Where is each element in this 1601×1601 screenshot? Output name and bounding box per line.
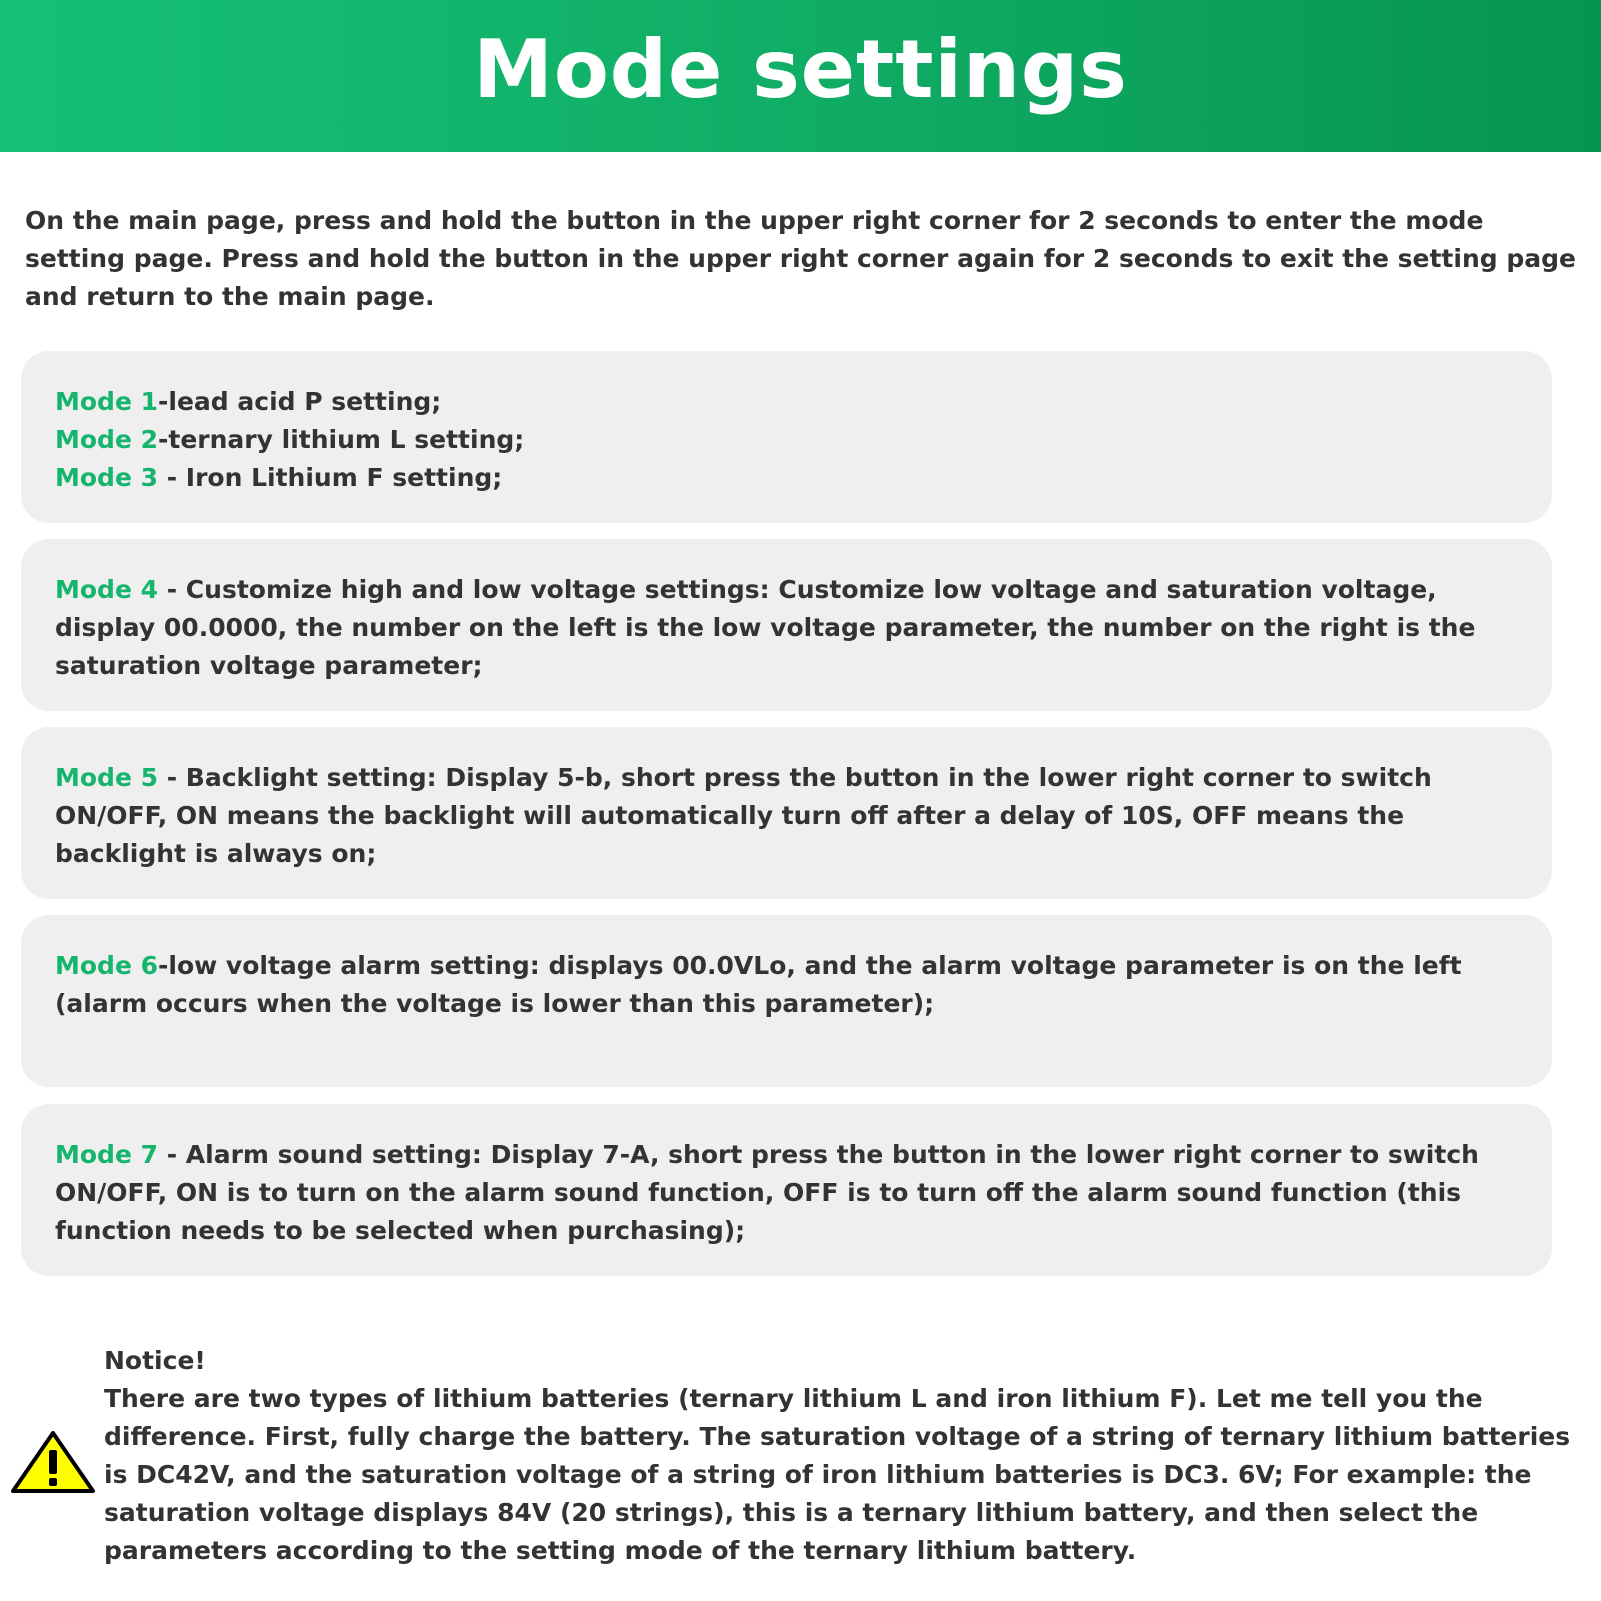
- mode-card-7: [21, 1104, 1552, 1276]
- intro-paragraph: On the main page, press and hold the button in the upper right corner for 2 seconds to enter the mode setting page. Press and hold the button in the upper right corner again for 2 seconds to exit the setting page and return to the main page.: [25, 206, 1576, 311]
- mode-7-text: - Alarm sound setting: Display 7-A, short press the button in the lower right corner to switch ON/OFF, ON is to turn on the alarm sound function, OFF is to turn off the alarm sound function (this function needs to be selected when purchasing);: [55, 1140, 1479, 1245]
- mode-5-label: Mode 5: [55, 763, 159, 792]
- mode-7-label: Mode 7: [55, 1140, 159, 1169]
- notice-block: [104, 1342, 1594, 1570]
- mode-1-text: -lead acid P setting;: [158, 387, 442, 416]
- mode-4-label: Mode 4: [55, 575, 159, 604]
- mode-5-line: [55, 759, 1538, 873]
- mode-6-label: Mode 6: [55, 951, 159, 980]
- mode-5-text: - Backlight setting: Display 5-b, short press the button in the lower right corner to switch ON/OFF, ON means the backlight will automatically turn off after a delay of 10S, OFF means the backlight is always on;: [55, 763, 1432, 868]
- mode-3-label: Mode 3: [55, 463, 159, 492]
- mode-2-line: [55, 421, 1538, 459]
- page-title: Mode settings: [473, 23, 1128, 116]
- mode-4-line: [55, 571, 1538, 685]
- mode-2-label: Mode 2: [55, 425, 159, 454]
- mode-1-line: [55, 383, 1538, 421]
- mode-3-line: [55, 459, 1538, 497]
- mode-6-text: -low voltage alarm setting: displays 00.0VLo, and the alarm voltage parameter is on the left (alarm occurs when the voltage is lower than this parameter);: [55, 951, 1462, 1018]
- notice-title: Notice!: [104, 1346, 206, 1375]
- warning-triangle-icon: [10, 1430, 96, 1494]
- page-header: [0, 0, 1601, 152]
- mode-card-5: [21, 727, 1552, 899]
- mode-1-label: Mode 1: [55, 387, 159, 416]
- mode-card-basic: [21, 351, 1552, 523]
- mode-6-line: [55, 947, 1538, 1023]
- mode-4-text: - Customize high and low voltage settings: Customize low voltage and saturation voltage, display 00.0000, the number on the left is the low voltage parameter, the number on the right is the saturation voltage parameter;: [55, 575, 1476, 680]
- mode-3-text: - Iron Lithium F setting;: [158, 463, 503, 492]
- mode-7-line: [55, 1136, 1538, 1250]
- mode-card-6: [21, 915, 1552, 1087]
- mode-2-text: -ternary lithium L setting;: [158, 425, 525, 454]
- mode-card-4: [21, 539, 1552, 711]
- notice-text: There are two types of lithium batteries (ternary lithium L and iron lithium F). Let me tell you the difference. First, fully charge the battery. The saturation voltage of a string of ternary lithium batteries is DC42V, and the saturation voltage of a string of iron lithium batteries is DC3. 6V; For example: the saturation voltage displays 84V (20 strings), this is a ternary lithium battery, and then select the parameters according to the setting mode of the ternary lithium battery.: [104, 1384, 1571, 1565]
